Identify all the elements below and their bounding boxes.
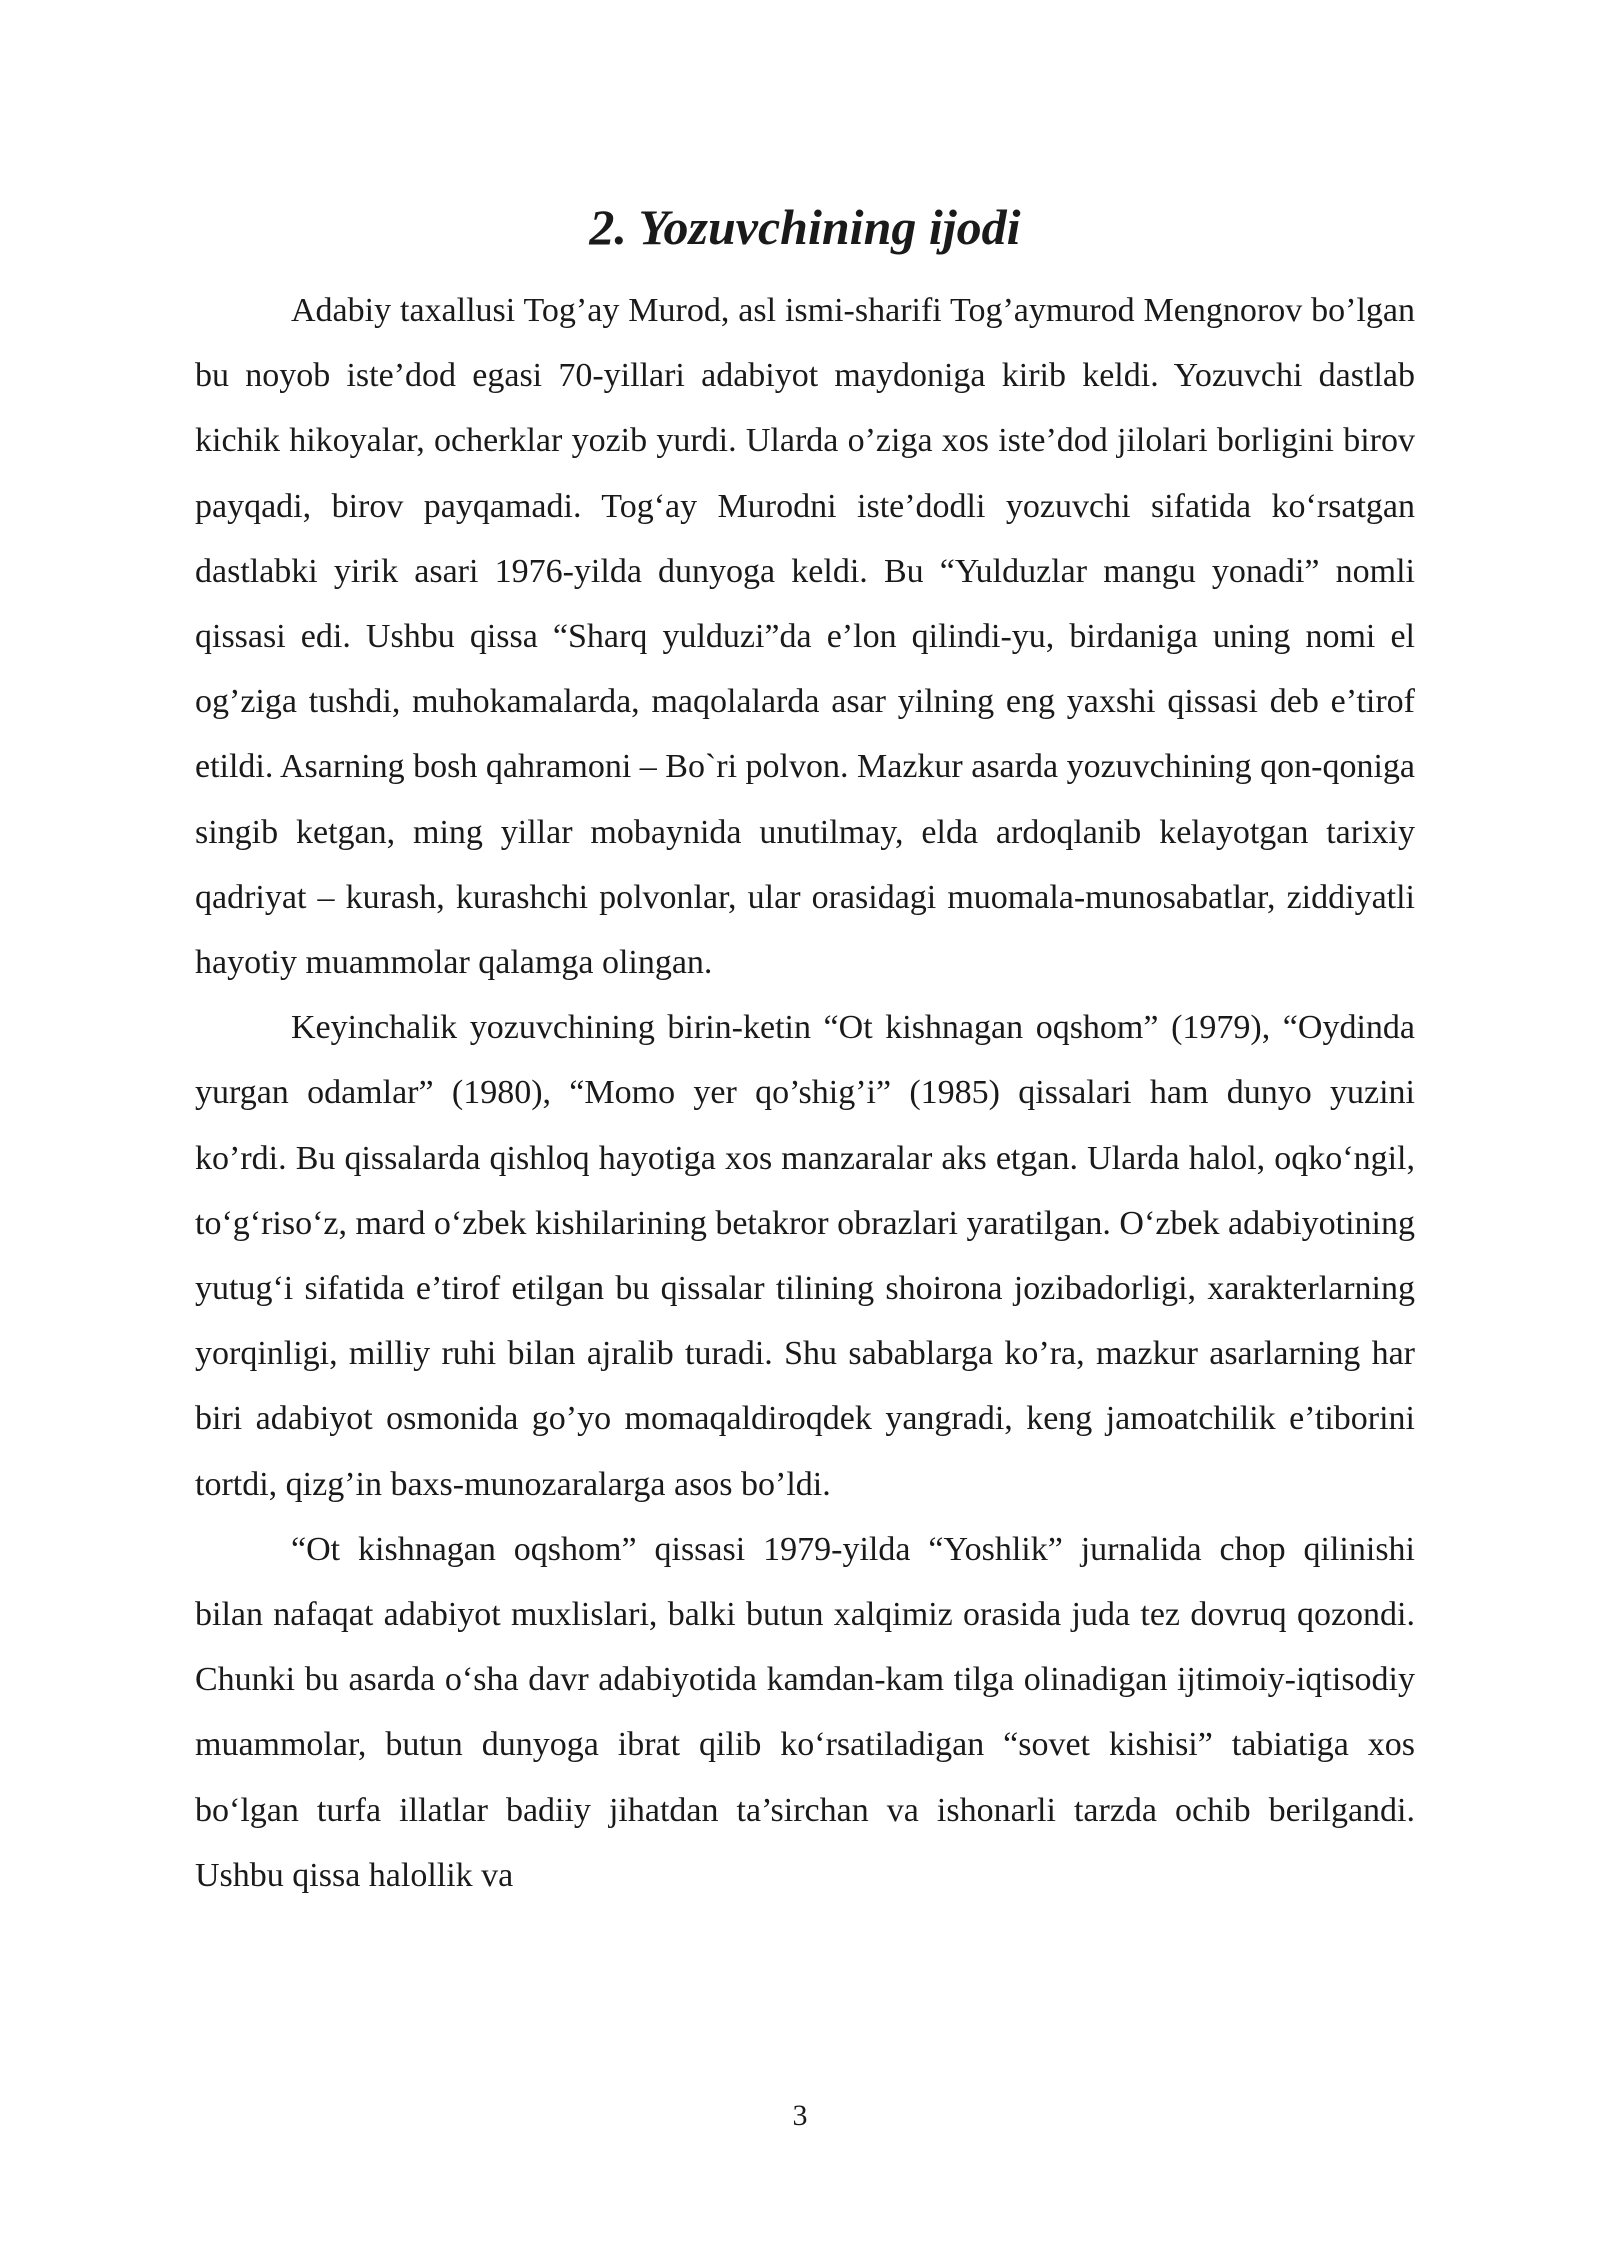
section-title: 2. Yozuvchining ijodi (589, 199, 1021, 255)
page-number: 3 (792, 2099, 808, 2132)
paragraph-3: “Ot kishnagan oqshom” qissasi 1979-yilda “Yoshlik” jurnalida chop qilinishi bilan nafaqat adabiyot muxlislari, balki butun xalqimiz orasida juda tez dovruq qozondi. Chunki bu asarda o‘sha davr adabiyotida kamdan-kam tilga olinadigan ijtimoiy-iqtisodiy muammolar, butun dunyoga ibrat qilib ko‘rsatiladigan “sovet kishisi” tabiatiga xos bo‘lgan turfa illatlar badiiy jihatdan ta’sirchan va ishonarli tarzda ochib berilgandi. Ushbu qissa halollik va (195, 1530, 1415, 1894)
paragraph-2: Keyinchalik yozuvchining birin-ketin “Ot kishnagan oqshom” (1979), “Oydinda yurgan odamlar” (1980), “Momo yer qo’shig’i” (1985) qissalari ham dunyo yuzini ko’rdi. Bu qissalarda qishloq hayotiga xos manzaralar aks etgan. Ularda halol, oqko‘ngil, to‘g‘riso‘z, mard o‘zbek kishilarining betakror obrazlari yaratilgan. O‘zbek adabiyotining yutug‘i sifatida e’tirof etilgan bu qissalar tilining shoirona jozibadorligi, xarakterlarning yorqinligi, milliy ruhi bilan ajralib turadi. Shu sabablarga ko’ra, mazkur asarlarning har biri adabiyot osmonida go’yo momaqaldiroqdek yangradi, keng jamoatchilik e’tiborini tortdi, qizg’in baxs-munozaralarga asos bo’ldi. (195, 1009, 1415, 1503)
body-text (195, 278, 1415, 1908)
paragraph-1: Adabiy taxallusi Tog’ay Murod, asl ismi-sharifi Tog’aymurod Mengnorov bo’lgan bu noyob iste’dod egasi 70-yillari adabiyot maydoniga kirib keldi. Yozuvchi dastlab kichik hikoyalar, ocherklar yozib yurdi. Ularda o’ziga xos iste’dod jilolari borligini birov payqadi, birov payqamadi. Tog‘ay Murodni iste’dodli yozuvchi sifatida ko‘rsatgan dastlabki yirik asari 1976-yilda dunyoga keldi. Bu “Yulduzlar mangu yonadi” nomli qissasi edi. Ushbu qissa “Sharq yulduzi”da e’lon qilindi-yu, birdaniga uning nomi el og’ziga tushdi, muhokamalarda, maqolalarda asar yilning eng yaxshi qissasi deb e’tirof etildi. Asarning bosh qahramoni – Bo`ri polvon. Mazkur asarda yozuvchining qon-qoniga singib ketgan, ming yillar mobaynida unutilmay, elda ardoqlanib kelayotgan tarixiy qadriyat – kurash, kurashchi polvonlar, ular orasidagi muomala-munosabatlar, ziddiyatli hayotiy muammolar qalamga olingan. (195, 292, 1415, 982)
